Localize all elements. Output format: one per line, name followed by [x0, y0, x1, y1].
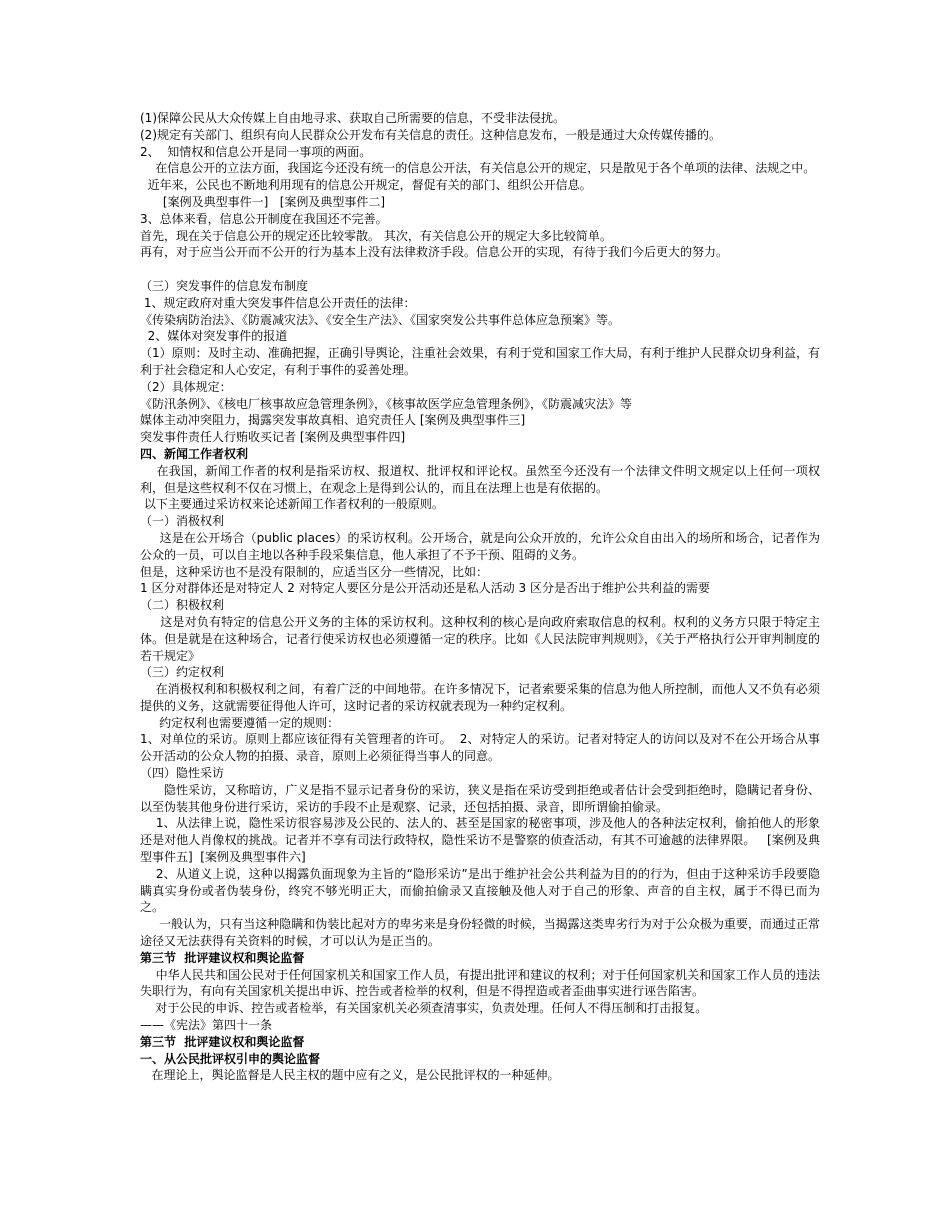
text-line: (2)规定有关部门、组织有向人民群众公开发布有关信息的责任。这种信息发布，一般是通过大众传媒传播的。	[140, 127, 722, 142]
text-line: 在理论上，舆论监督是人民主权的题中应有之义，是公民批评权的一种延伸。	[140, 1068, 560, 1083]
text-line: （三）约定权利	[140, 665, 225, 680]
text-line: 《防汛条例》、《核电厂核事故应急管理条例》，《核事故医学应急管理条例》，《防震减灾法》等	[140, 396, 633, 411]
text-line: （二）积极权利	[140, 598, 225, 613]
text-line: 突发事件责任人行贿收买记者 [案例及典型事件四]	[140, 430, 406, 445]
text-line: (1)保障公民从大众传媒上自由地寻求、获取自己所需要的信息，不受非法侵扰。	[140, 111, 566, 125]
text-line: 3、总体来看，信息公开制度在我国还不完善。	[140, 211, 388, 226]
text-line: [案例及典型事件一] [案例及典型事件二]	[140, 194, 386, 209]
text-line: 在消极权利和积极权利之间，有着广泛的中间地带。在许多情况下，记者索要采集的信息为他人所控制，而他人又不负有必须提供的义务，这就需要征得他人许可，这时记者的采访权就表现为一种约定权利。	[140, 682, 820, 713]
text-line: 约定权利也需要遵循一定的规则：	[140, 715, 340, 730]
text-line: （1）原则：及时主动、准确把握，正确引导舆论，注重社会效果，有利于党和国家工作大局，有利于维护人民群众切身利益，有利于社会稳定和人心安定，有利于事件的妥善处理。	[140, 346, 820, 377]
text-line: ——《宪法》第四十一条	[140, 1018, 273, 1033]
text-line: 对于公民的申诉、控告或者检举，有关国家机关必须查清事实，负责处理。任何人不得压制和打击报复。	[140, 1001, 708, 1016]
section-heading: 一、从公民批评权引申的舆论监督	[140, 1051, 321, 1066]
text-line: 2、 知情权和信息公开是同一事项的两面。	[140, 144, 372, 159]
text-line: 近年来，公民也不断地利用现有的信息公开规定，督促有关的部门、组织公开信息。	[140, 178, 592, 193]
text-line: 隐性采访，又称暗访，广义是指不显示记者身份的采访，狭义是指在采访受到拒绝或者估计会受到拒绝时，隐瞒记者身份、以至伪装其他身份进行采访，采访的手段不止是观察、记录，还包括拍摄、录音，即所谓偷拍偷录。	[140, 782, 820, 814]
section-heading: 第三节 批评建议权和舆论监督	[140, 1034, 305, 1049]
section-heading: 四、新闻工作者权利	[140, 446, 249, 461]
text-line: 媒体主动冲突阻力，揭露突发事故真相、追究责任人 [案例及典型事件三]	[140, 413, 526, 428]
text-line: 2、媒体对突发事件的报道	[140, 329, 288, 344]
text-line: 1、对单位的采访。原则上都应该征得有关管理者的许可。 2、对特定人的采访。记者对特定人的访问以及对不在公开场合从事公开活动的公众人物的拍摄、录音，原则上必须征得当事人的同意。	[140, 732, 820, 764]
text-line: 在我国，新闻工作者的权利是指采访权、报道权、批评权和评论权。虽然至今还没有一个法律文件明文规定以上任何一项权利，但是这些权利不仅在习惯上，在观念上是得到公认的，而且在法理上也是有依据的。	[140, 463, 820, 495]
text-line: 中华人民共和国公民对于任何国家机关和国家工作人员，有提出批评和建议的权利；对于任何国家机关和国家工作人员的违法失职行为，有向有关国家机关提出申诉、控告或者检举的权利，但是不得捏造或者歪曲事实进行诬告陷害。	[140, 967, 820, 999]
section-heading: 第三节 批评建议权和舆论监督	[140, 950, 305, 965]
text-line: 在信息公开的立法方面，我国迄今还没有统一的信息公开法，有关信息公开的规定，只是散见于各个单项的法律、法规之中。	[140, 161, 816, 176]
text-line: 2、从道义上说，这种以揭露负面现象为主旨的“隐形采访”是出于维护社会公共利益为目的的行为，但由于这种采访手段要隐瞒真实身份或者伪装身份，终究不够光明正大，而偷拍偷录又直接触及他人对于自己的形象、声音的自主权，属于不得已而为之。	[140, 866, 821, 915]
text-line: 首先，现在关于信息公开的规定还比较零散。 其次，有关信息公开的规定大多比较简单。	[140, 228, 612, 243]
text-line: （三）突发事件的信息发布制度	[140, 278, 309, 293]
text-line: （四）隐性采访	[140, 766, 225, 781]
text-line: 以下主要通过采访权来论述新闻工作者权利的一般原则。	[140, 497, 444, 512]
text-line	[140, 261, 820, 278]
text-line: 再有，对于应当公开而不公开的行为基本上没有法律救济手段。信息公开的实现，有待于我们今后更大的努力。	[140, 245, 729, 260]
text-line: 但是，这种采访也不是没有限制的，应适当区分一些情况，比如：	[140, 564, 489, 579]
text-line: 1 区分对群体还是对特定人 2 对特定人要区分是公开活动还是私人活动 3 区分是否出于维护公共利益的需要	[140, 581, 710, 596]
text-line: 1、规定政府对重大突发事件信息公开责任的法律：	[140, 295, 416, 310]
text-line: （2）具体规定：	[140, 379, 232, 394]
text-line: 这是对负有特定的信息公开义务的主体的采访权利。这种权利的核心是向政府索取信息的权利。权利的义务方只限于特定主体。但是就是在这种场合，记者行使采访权也必须遵循一定的秩序。比如《人民法院审判规则》，《关于严格执行公开审判制度的若干规定》	[140, 614, 820, 663]
document-page	[140, 110, 820, 1084]
text-line: 《传染病防治法》、《防震减灾法》、《安全生产法》、《国家突发公共事件总体应急预案》等。	[140, 312, 621, 327]
text-line: 这是在公开场合（public places）的采访权利。公开场合，就是向公众开放的，允许公众自由出入的场所和场合，记者作为公众的一员，可以自主地以各种手段采集信息，他人承担了不予干预、阻碍的义务。	[140, 530, 820, 562]
text-line: （一）消极权利	[140, 514, 225, 529]
text-line: 一般认为，只有当这种隐瞒和伪装比起对方的卑劣来是身份轻微的时候，当揭露这类卑劣行为对于公众极为重要，而通过正常途径又无法获得有关资料的时候，才可以认为是正当的。	[140, 917, 820, 949]
text-line: 1、从法律上说，隐性采访很容易涉及公民的、法人的、甚至是国家的秘密事项，涉及他人的各种法定权利，偷拍他人的形象还是对他人肖像权的挑战。记者并不享有司法行政特权，隐性采访不是警察的侦查活动，有其不可逾越的法律界限。 [案例及典型事件五] [案例及典型事件六]	[140, 816, 820, 865]
